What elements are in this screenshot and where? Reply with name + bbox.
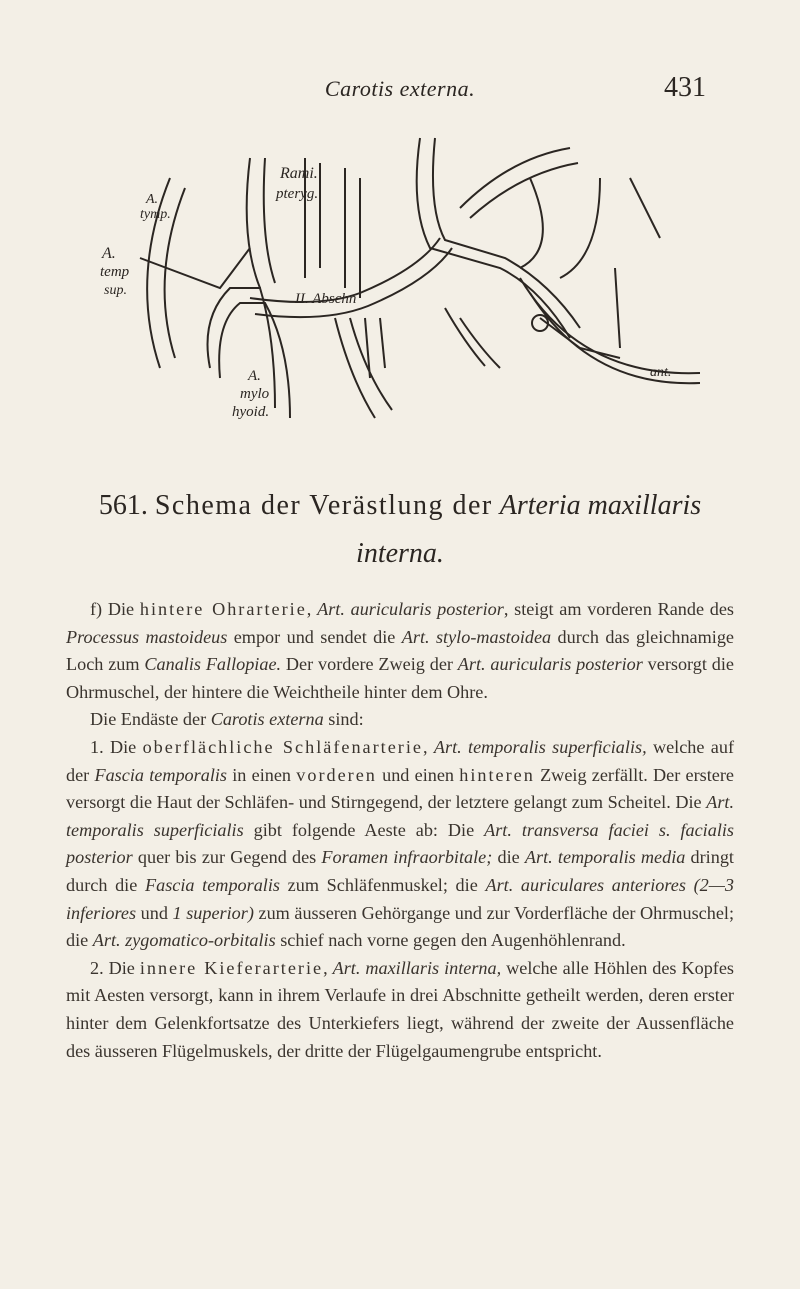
schema-vessel xyxy=(445,308,485,366)
text-run: welche auf der xyxy=(66,736,735,785)
spaced-term: hintere Ohrarterie xyxy=(139,599,307,619)
page-number: 431 xyxy=(664,72,706,103)
italic-term: 1 superior) xyxy=(172,902,254,923)
italic-term: Fascia temporalis xyxy=(94,764,228,785)
label-mylo: mylo xyxy=(240,386,270,402)
text-run: , steigt am vorderen Rande des xyxy=(503,599,735,619)
label-temp: temp xyxy=(100,264,130,280)
schema-vessel xyxy=(615,268,620,348)
schema-vessel xyxy=(433,138,580,328)
schema-vessel xyxy=(380,318,385,368)
text-run: die xyxy=(492,847,525,868)
text-run: empor und sendet die xyxy=(227,626,402,647)
text-run: , xyxy=(306,599,318,619)
text-run: f) Die xyxy=(90,599,140,619)
caption-line2: interna. xyxy=(356,538,444,569)
text-run: durch das gleichnamige Loch zum xyxy=(66,626,734,675)
text-run: , xyxy=(423,736,434,757)
schema-vessel xyxy=(630,178,660,238)
italic-term: Art. zygomatico-orbitalis xyxy=(92,930,276,951)
italic-term: Art. transversa faciei s. facialis posterior xyxy=(66,819,735,868)
text-run: Zweig zerfällt. Der erstere versorgt die Haut der Schläfen- und Stirngegend, der letztere gelangt zum Scheitel. Die xyxy=(66,764,734,813)
italic-term: Art. auricularis posterior xyxy=(457,654,643,675)
spaced-term: innere Kieferarterie xyxy=(139,957,324,978)
spaced-term: vorderen xyxy=(296,764,377,785)
label-tymp: tymp. xyxy=(140,207,171,222)
italic-term: Art. temporalis media xyxy=(524,847,686,868)
caption-text: Schema der Verästlung der xyxy=(154,490,493,521)
paragraph xyxy=(66,596,734,706)
schema-vessel xyxy=(264,158,275,283)
anatomical-schema-figure xyxy=(100,118,700,478)
paragraph xyxy=(66,734,734,955)
schema-vessel xyxy=(140,248,250,288)
label-ant: ant. xyxy=(650,365,672,380)
text-run: in einen xyxy=(227,764,297,785)
text-run: 1. Die xyxy=(90,736,143,757)
running-title: Carotis externa. xyxy=(324,76,476,101)
text-run: dringt durch die xyxy=(66,847,734,895)
label-rami: Rami. xyxy=(280,165,318,182)
italic-term: Fascia temporalis xyxy=(145,874,280,895)
artery-schema-svg xyxy=(100,118,700,478)
schema-vessel xyxy=(560,178,600,278)
caption-number: 561. xyxy=(98,490,148,521)
figure-caption xyxy=(0,482,800,578)
italic-term: Canalis Fallopiae. xyxy=(144,654,282,675)
italic-term: Art. temporalis superficialis, xyxy=(433,736,647,757)
schema-vessel xyxy=(470,163,578,218)
label-a-mylo: A. xyxy=(248,368,261,384)
text-run: sind: xyxy=(323,709,364,730)
italic-term: Foramen infraorbitale; xyxy=(321,847,493,868)
text-run: versorgt die Ohrmuschel, der hintere die Weichtheile hinter dem Ohre. xyxy=(66,654,734,702)
text-run: zum Schläfenmuskel; die xyxy=(279,874,486,895)
spaced-term: oberflächliche Schläfenarterie xyxy=(142,736,423,757)
text-run: , xyxy=(323,957,333,978)
label-ii-abschn: II. Abschn xyxy=(295,291,357,307)
italic-term: Art. auriculares anteriores (2—3 inferiores xyxy=(66,874,734,923)
italic-term: Carotis externa xyxy=(210,709,324,730)
label-a-tymp: A. xyxy=(146,192,159,207)
text-run: gibt folgende Aeste ab: Die xyxy=(243,819,485,840)
text-run: zum äusseren Gehörgange und zur Vorderfläche der Ohrmuschel; die xyxy=(66,902,734,951)
body-text xyxy=(66,596,734,1065)
text-run: Die Endäste der xyxy=(90,709,211,730)
page-header xyxy=(0,72,800,112)
label-sup: sup. xyxy=(104,283,127,298)
label-a-temp: A. xyxy=(102,245,116,262)
italic-term: Art. auricularis posterior xyxy=(317,599,504,619)
italic-term: Processus mastoideus xyxy=(66,626,228,647)
italic-term: Art. temporalis superficialis xyxy=(66,792,734,840)
text-run: und einen xyxy=(376,764,460,785)
schema-vessel xyxy=(530,293,700,383)
spaced-term: hinteren xyxy=(459,764,535,785)
text-run: Der vordere Zweig der xyxy=(281,654,458,675)
label-pteryg: pteryg. xyxy=(276,186,319,202)
italic-term: Art. maxillaris interna, xyxy=(332,957,502,978)
schema-vessel xyxy=(460,148,570,208)
schema-vessel xyxy=(350,318,392,410)
text-run: schief nach vorne gegen den Augenhöhlenrand. xyxy=(275,930,626,951)
caption-italic: Arteria maxillaris xyxy=(499,490,702,521)
paragraph xyxy=(66,706,734,734)
label-hyoid: hyoid. xyxy=(232,404,270,420)
italic-term: Art. stylo-mastoidea xyxy=(401,626,552,647)
text-run: quer bis zur Gegend des xyxy=(132,847,322,868)
text-run: welche alle Höhlen des Kopfes mit Aesten versorgt, kann in ihrem Verlaufe in drei Abschnitte getheilt werden, deren erster hinter dem Gelenkfortsatze des Unterkiefers liegt, während der zweite der Aussenfläche des äusseren Flügelmuskels, der dritte der Flügelgaumengrube entspricht. xyxy=(66,957,734,1061)
schema-vessel xyxy=(247,158,260,288)
schema-vessel xyxy=(520,178,543,268)
text-run: und xyxy=(136,902,173,923)
text-run: 2. Die xyxy=(90,957,140,978)
paragraph xyxy=(66,955,734,1065)
